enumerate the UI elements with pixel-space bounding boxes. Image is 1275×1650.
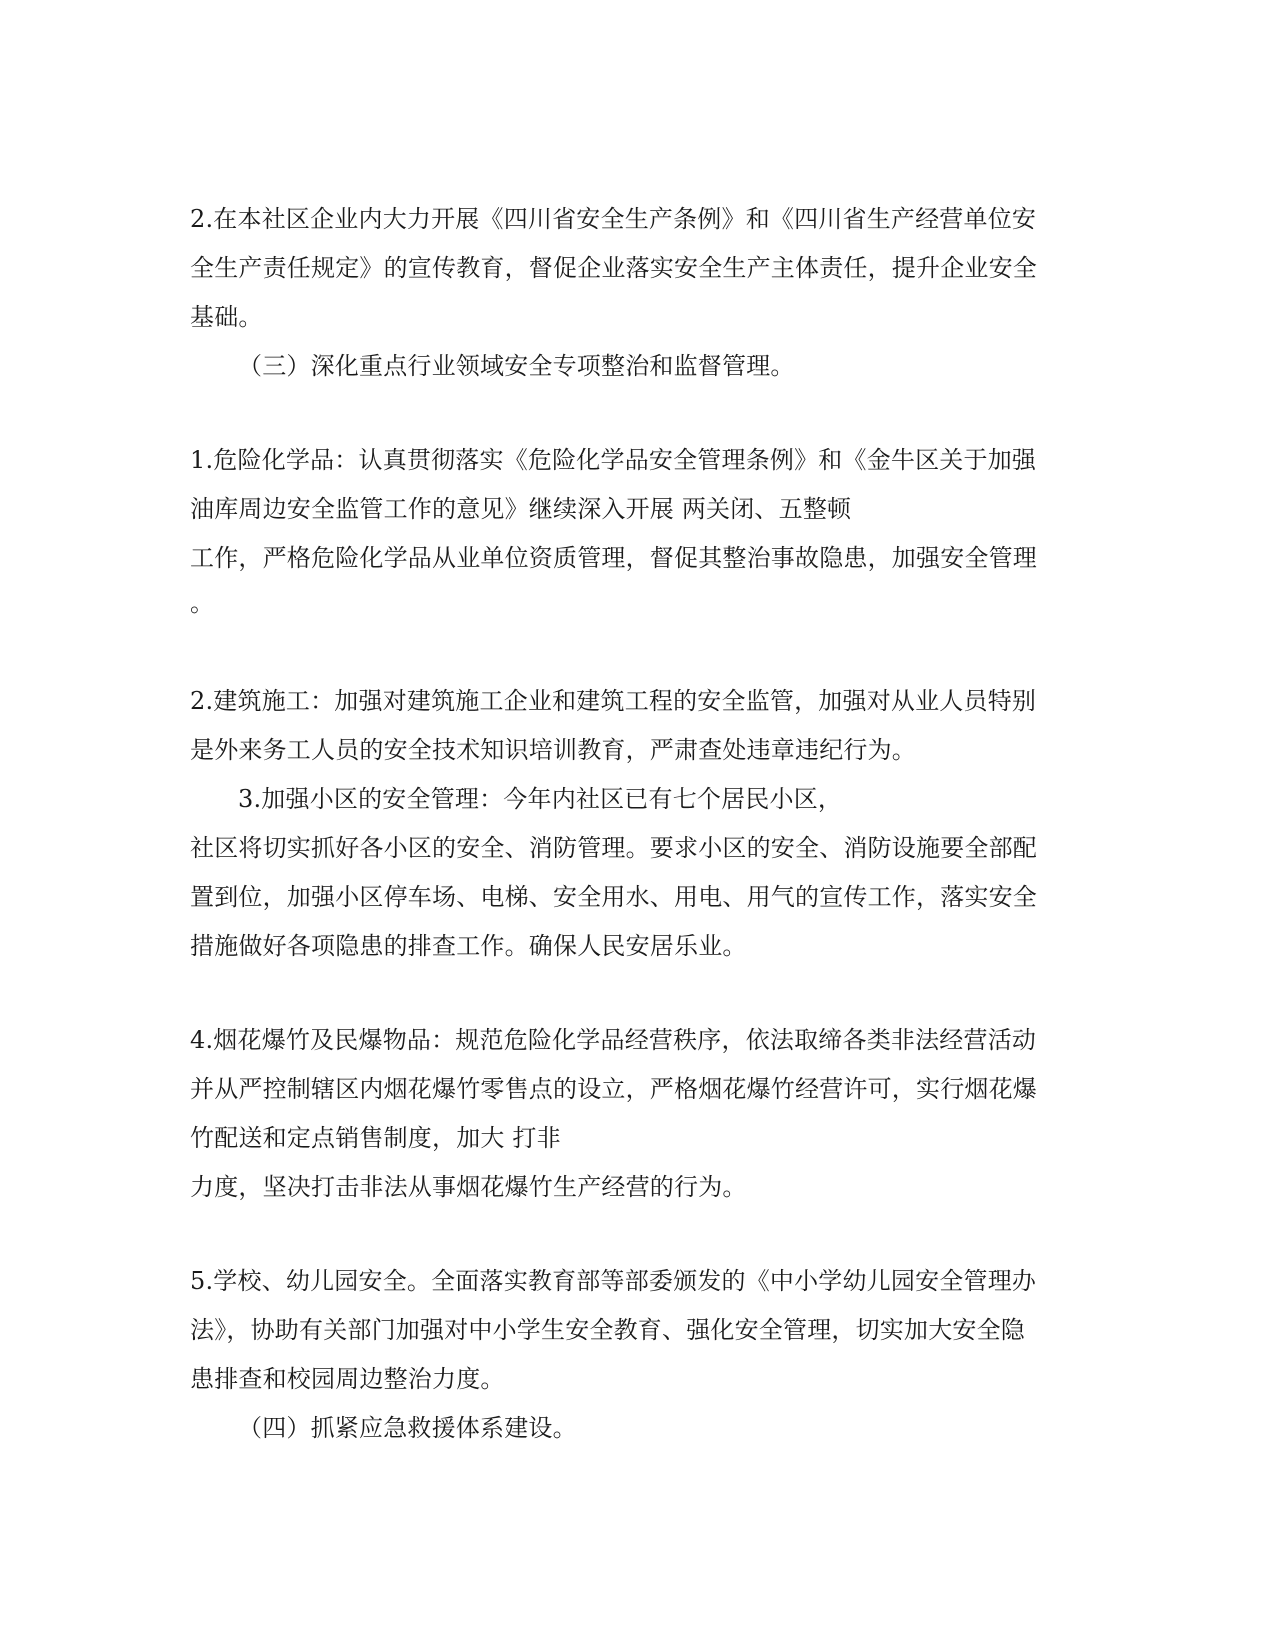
- text-line: 社区将切实抓好各小区的安全、消防管理。要求小区的安全、消防设施要全部配: [190, 834, 1037, 862]
- text-line: 并从严控制辖区内烟花爆竹零售点的设立，严格烟花爆竹经营许可，实行烟花爆: [190, 1075, 1037, 1103]
- text-line: 是外来务工人员的安全技术知识培训教育，严肃查处违章违纪行为。: [190, 736, 916, 764]
- text-line: 2.在本社区企业内大力开展《四川省安全生产条例》和《四川省生产经营单位安: [190, 205, 1037, 233]
- text-line: 患排查和校园周边整治力度。: [190, 1365, 505, 1393]
- text-line: 工作，严格危险化学品从业单位资质管理，督促其整治事故隐患，加强安全管理: [190, 544, 1037, 572]
- text-line: 3.加强小区的安全管理：今年内社区已有七个居民小区，: [238, 785, 843, 813]
- text-line: 竹配送和定点销售制度，加大 打非: [190, 1124, 561, 1152]
- text-line: 基础。: [190, 303, 263, 331]
- text-line: 全生产责任规定》的宣传教育，督促企业落实安全生产主体责任，提升企业安全: [190, 254, 1037, 282]
- text-line: 措施做好各项隐患的排查工作。确保人民安居乐业。: [190, 932, 747, 960]
- text-line: 法》，协助有关部门加强对中小学生安全教育、强化安全管理，切实加大安全隐: [190, 1316, 1025, 1344]
- text-line: 2.建筑施工：加强对建筑施工企业和建筑工程的安全监管，加强对从业人员特别: [190, 687, 1037, 715]
- text-line: 油库周边安全监管工作的意见》继续深入开展 两关闭、五整顿: [190, 495, 852, 523]
- text-line: 。: [190, 589, 215, 617]
- text-line: 1.危险化学品：认真贯彻落实《危险化学品安全管理条例》和《金牛区关于加强: [190, 446, 1037, 474]
- section-heading: （四）抓紧应急救援体系建设。: [238, 1414, 577, 1442]
- text-line: 置到位，加强小区停车场、电梯、安全用水、用电、用气的宣传工作，落实安全: [190, 883, 1037, 911]
- section-heading: （三）深化重点行业领域安全专项整治和监督管理。: [238, 352, 795, 380]
- text-line: 4.烟花爆竹及民爆物品：规范危险化学品经营秩序，依法取缔各类非法经营活动: [190, 1026, 1037, 1054]
- text-line: 5.学校、幼儿园安全。全面落实教育部等部委颁发的《中小学幼儿园安全管理办: [190, 1267, 1037, 1295]
- text-line: 力度，坚决打击非法从事烟花爆竹生产经营的行为。: [190, 1173, 747, 1201]
